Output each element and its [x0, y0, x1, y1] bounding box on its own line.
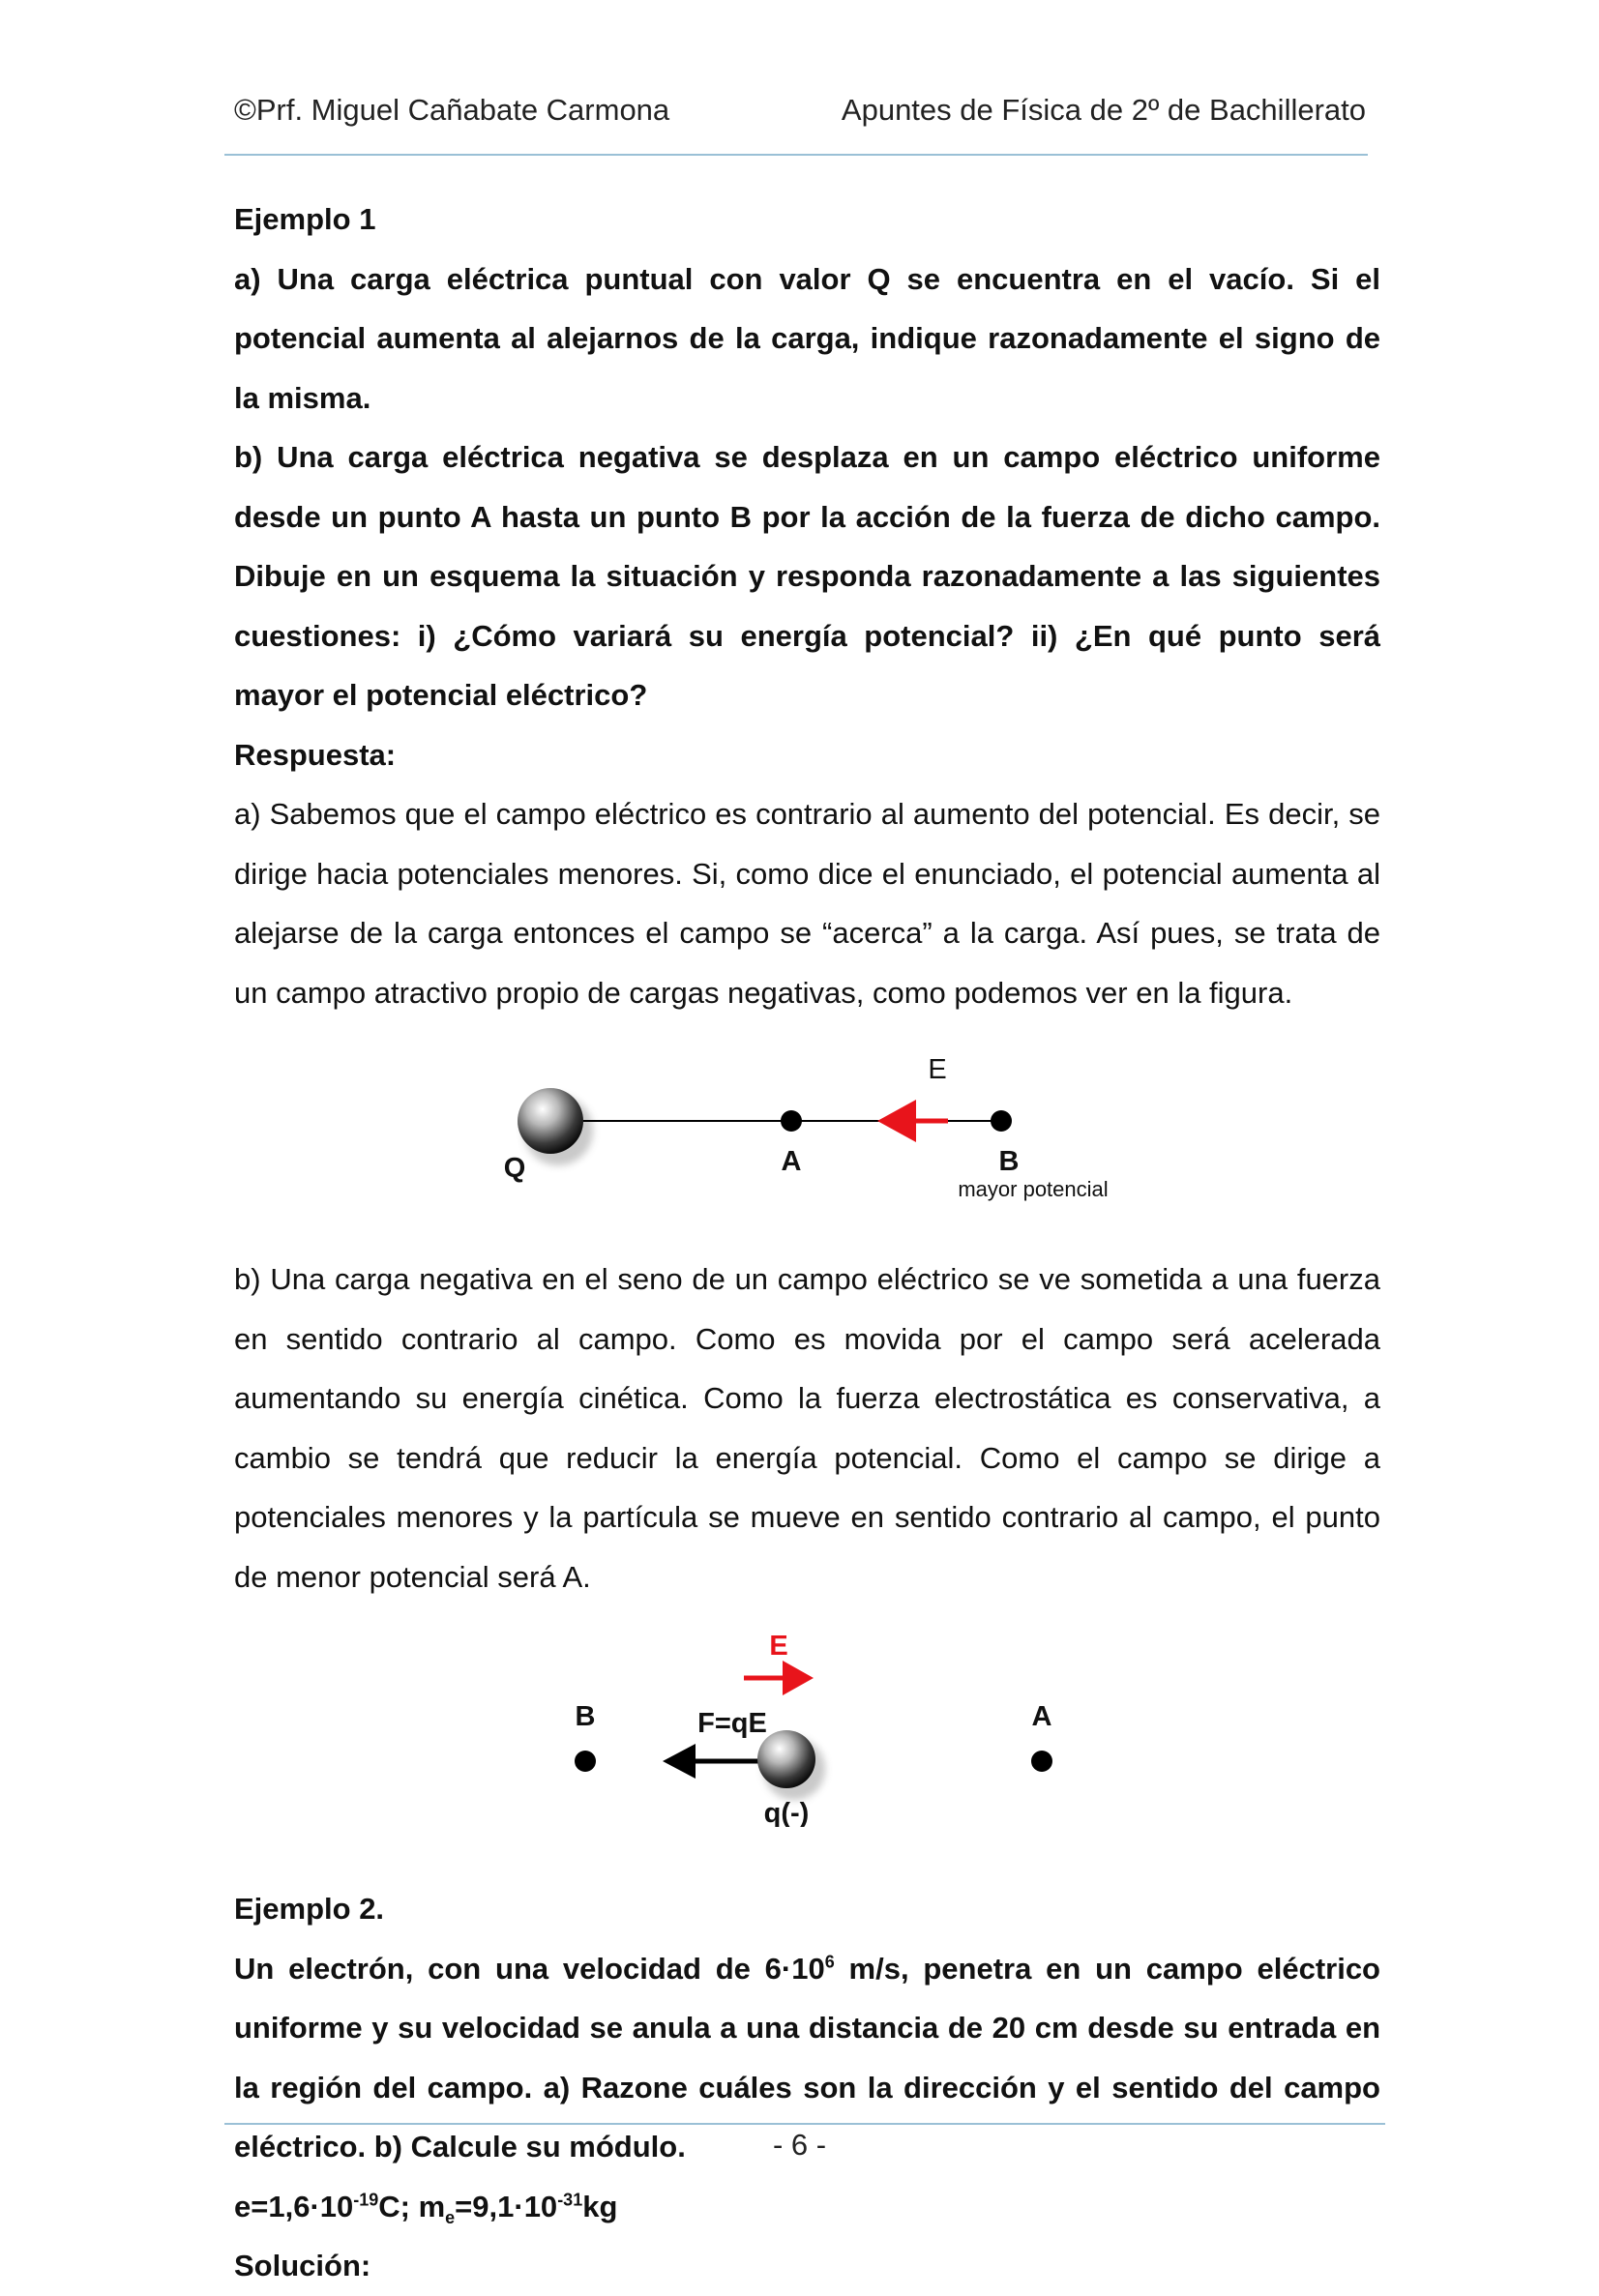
label-q: Q: [503, 1153, 525, 1184]
header-rule: [224, 154, 1368, 156]
point-b-dot: [575, 1751, 596, 1772]
label-charge: q(-): [763, 1798, 809, 1827]
data-e-unit: C; m: [378, 2189, 446, 2223]
data-m-value: =9,1·10: [455, 2189, 558, 2223]
example1-statement-b: b) Una carga eléctrica negativa se desplaza en un campo eléctrico uniforme desde un punto A hasta un punto B por la acción de la fuerza de dicho campo. Dibuje en un esquema la situación y responda razonadamente a las siguientes cuestiones: i) ¿Cómo variará su energía potencial? ii) ¿En qué punto será mayor el potencial eléctrico?: [234, 440, 1380, 712]
negative-charge-sphere: [757, 1730, 815, 1788]
example2-title: Ejemplo 2.: [234, 1892, 385, 1926]
point-b-dot: [991, 1110, 1012, 1132]
example1-title: Ejemplo 1: [234, 202, 376, 236]
page-content: [234, 190, 1380, 2296]
figure-force-on-negative-charge: [537, 1614, 1079, 1827]
field-arrow-head: [783, 1661, 814, 1695]
figure1-svg: [479, 1032, 1137, 1201]
label-e: E: [768, 1631, 788, 1662]
data-m-subscript: e: [445, 2207, 456, 2227]
page-header: [234, 93, 1366, 151]
label-b: B: [998, 1146, 1019, 1177]
data-m-unit: kg: [582, 2189, 618, 2223]
example1-statement-a: a) Una carga eléctrica puntual con valor Q se encuentra en el vacío. Si el potencial aumenta al alejarnos de la carga, indique razonadamente el signo de la misma.: [234, 261, 1380, 415]
example1-answer-a: a) Sabemos que el campo eléctrico es contrario al aumento del potencial. Es decir, se dirige hacia potenciales menores. Si, como dice el enunciado, el potencial aumenta al alejarse de la carga entonces el campo se “acerca” a la carga. Así pues, se trata de un campo atractivo propio de cargas negativas, como podemos ver en la figura.: [234, 797, 1380, 1010]
label-e: E: [927, 1054, 947, 1085]
data-e-value: e=1,6·10: [234, 2189, 354, 2223]
label-force: F=qE: [696, 1708, 767, 1739]
header-course: Apuntes de Física de 2º de Bachillerato: [841, 93, 1366, 127]
label-b: B: [575, 1701, 595, 1732]
example2-statement-exponent: 6: [824, 1952, 835, 1972]
figure2-svg: [537, 1614, 1079, 1827]
page-number: - 6 -: [772, 2128, 827, 2162]
data-e-exponent: -19: [353, 2190, 379, 2210]
point-a-dot: [1031, 1751, 1052, 1772]
figure-negative-charge-field: [479, 1032, 1137, 1201]
label-a: A: [1031, 1701, 1051, 1732]
label-higher-potential: mayor potencial: [957, 1177, 1109, 1201]
data-m-exponent: -31: [557, 2190, 583, 2210]
example1-answer-label: Respuesta:: [234, 737, 397, 772]
charge-q-sphere: [518, 1088, 583, 1154]
example2-statement-post: m/s, penetra en un campo eléctrico uniforme y su velocidad se anula a una distancia de 20 cm desde su entrada en la región del campo. a) Razone cuáles son la dirección y el sentido del campo eléctrico. b) Calcule su módulo.: [234, 1951, 1380, 2164]
force-arrow-head: [663, 1744, 696, 1779]
footer-rule: [224, 2123, 1385, 2125]
example2-statement-pre: Un electrón, con una velocidad de 6·10: [234, 1951, 825, 1986]
label-a: A: [781, 1146, 801, 1177]
example2-data: [234, 2177, 1380, 2237]
field-arrow-head: [877, 1100, 916, 1142]
header-author: ©Prf. Miguel Cañabate Carmona: [234, 93, 670, 127]
example2-solution-label: Solución:: [234, 2249, 371, 2282]
point-a-dot: [781, 1110, 802, 1132]
example1-answer-b: b) Una carga negativa en el seno de un campo eléctrico se ve sometida a una fuerza en sentido contrario al campo. Como es movida por el campo será acelerada aumentando su energía cinética. Como la fuerza electrostática es conservativa, a cambio se tendrá que reducir la energía potencial. Como el campo se dirige a potenciales menores y la partícula se mueve en sentido contrario al campo, el punto de menor potencial será A.: [234, 1262, 1380, 1594]
